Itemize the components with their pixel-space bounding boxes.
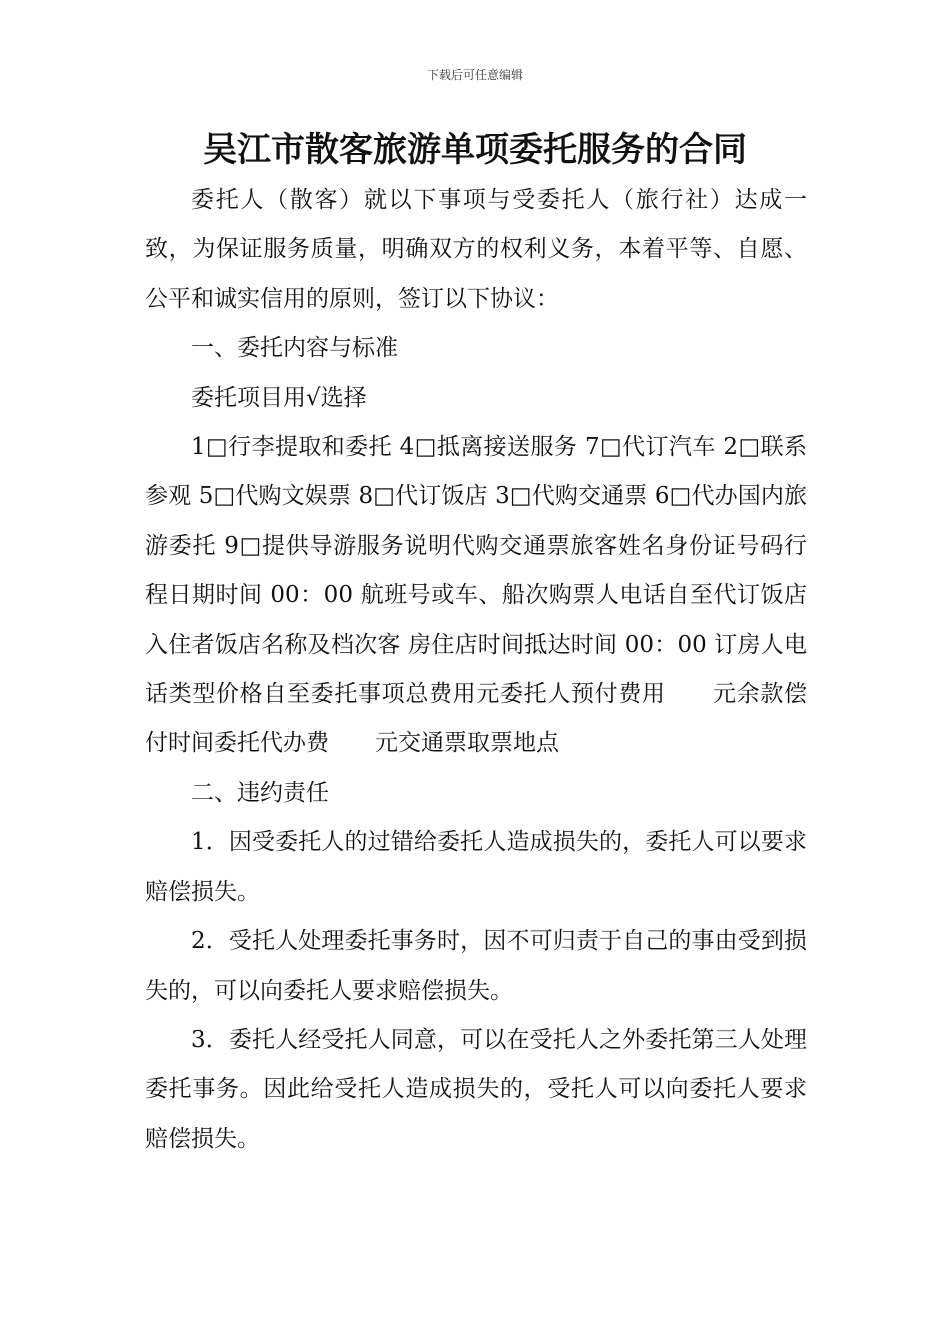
section-heading-2: 二、违约责任 bbox=[191, 779, 329, 806]
clause-3: 3．委托人经受托人同意，可以在受托人之外委托第三人处理委托事务。因此给受托人造成损失的，受托人可以向委托人要求赔偿损失。 bbox=[145, 1026, 807, 1152]
header-note: 下载后可任意编辑 bbox=[426, 68, 523, 82]
paragraph-items: 1□行李提取和委托 4□抵离接送服务 7□代订汽车 2□联系参观 5□代购文娱票 8□代订饭店 3□代购交通票 6□代办国内旅游委托 9□提供导游服务说明代购交通票旅客姓名身份证号码行 程日期时间 00：00 航班号或车、船次购票人电话自至代订饭店入住者饭店名称及档次客 房住店时间抵达时间 00：00 订房人电话类型价格自至委托事项总费用元委托人预付费用 元余款偿付时间委托代办费 元交通票取票地点 bbox=[145, 434, 853, 757]
clause-2: 2．受托人处理委托事务时，因不可归责于自己的事由受到损失的，可以向委托人要求赔偿损失。 bbox=[145, 928, 807, 1004]
document-title: 吴江市散客旅游单项委托服务的合同 bbox=[203, 130, 747, 170]
paragraph-selection-note: 委托项目用√选择 bbox=[191, 384, 367, 411]
clause-1: 1．因受委托人的过错给委托人造成损失的，委托人可以要求赔偿损失。 bbox=[145, 829, 807, 905]
paragraph-intro: 委托人（散客）就以下事项与受委托人（旅行社）达成一致，为保证服务质量，明确双方的权利义务，本着平等、自愿、公平和诚实信用的原则，签订以下协议： bbox=[145, 187, 807, 312]
document-body bbox=[145, 176, 853, 1164]
section-heading-1: 一、委托内容与标准 bbox=[191, 335, 398, 362]
